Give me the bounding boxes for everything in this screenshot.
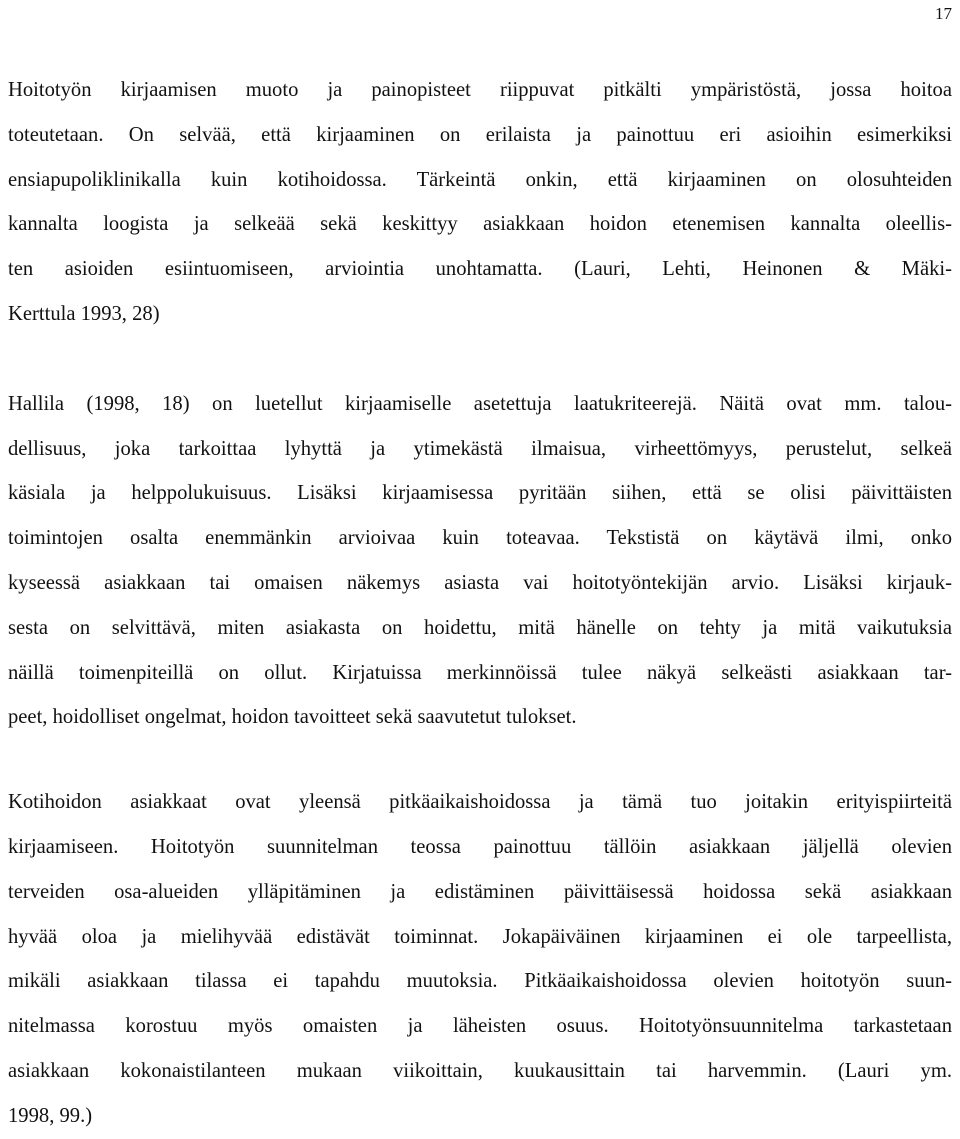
text-line: kannalta loogista ja selkeää sekä keskittyy asiakkaan hoidon etenemisen kannalta oleellis-: [8, 213, 952, 236]
text-line: mikäli asiakkaan tilassa ei tapahdu muutoksia. Pitkäaikaishoidossa olevien hoitotyön suun-: [8, 970, 952, 993]
document-body: [8, 68, 952, 1139]
text-line: nitelmassa korostuu myös omaisten ja läheisten osuus. Hoitotyönsuunnitelma tarkastetaan: [8, 1015, 952, 1038]
text-line: sesta on selvittävä, miten asiakasta on hoidettu, mitä hänelle on tehty ja mitä vaikutuksia: [8, 616, 952, 639]
text-line: toimintojen osalta enemmänkin arvioivaa kuin toteavaa. Tekstistä on käytävä ilmi, onko: [8, 527, 952, 550]
text-line: 1998, 99.): [8, 1104, 93, 1127]
text-line: Kotihoidon asiakkaat ovat yleensä pitkäaikaishoidossa ja tämä tuo joitakin erityispiirteitä: [8, 791, 952, 814]
text-line: ten asioiden esiintuomiseen, arviointia unohtamatta. (Lauri, Lehti, Heinonen & Mäki-: [8, 258, 952, 281]
text-line: dellisuus, joka tarkoittaa lyhyttä ja ytimekästä ilmaisua, virheettömyys, perustelut, selkeä: [8, 437, 952, 460]
text-line: kirjaamiseen. Hoitotyön suunnitelman teossa painottuu tällöin asiakkaan jäljellä olevien: [8, 835, 952, 858]
text-line: terveiden osa-alueiden ylläpitäminen ja edistäminen päivittäisessä hoidossa sekä asiakkaan: [8, 880, 952, 903]
text-line: toteutetaan. On selvää, että kirjaaminen on erilaista ja painottuu eri asioihin esimerkiksi: [8, 123, 952, 146]
text-line: käsiala ja helppolukuisuus. Lisäksi kirjaamisessa pyritään siihen, että se olisi päivittäisten: [8, 482, 952, 505]
text-line: ensiapupoliklinikalla kuin kotihoidossa. Tärkeintä onkin, että kirjaaminen on olosuhteiden: [8, 168, 952, 191]
paragraph: [8, 68, 952, 337]
paragraph: [8, 780, 952, 1138]
text-line: asiakkaan kokonaistilanteen mukaan viikoittain, kuukausittain tai harvemmin. (Lauri ym.: [8, 1059, 952, 1082]
text-line: hyvää oloa ja mielihyvää edistävät toiminnat. Jokapäiväinen kirjaaminen ei ole tarpeellista,: [8, 925, 952, 948]
page-number: 17: [935, 4, 952, 23]
text-line: Hallila (1998, 18) on luetellut kirjaamiselle asetettuja laatukriteerejä. Näitä ovat mm. talou-: [8, 392, 952, 415]
paragraph: [8, 382, 952, 740]
text-line: peet, hoidolliset ongelmat, hoidon tavoitteet sekä saavutetut tulokset.: [8, 706, 577, 729]
text-line: kyseessä asiakkaan tai omaisen näkemys asiasta vai hoitotyöntekijän arvio. Lisäksi kirjauk-: [8, 571, 952, 594]
text-line: Kerttula 1993, 28): [8, 302, 160, 325]
text-line: Hoitotyön kirjaamisen muoto ja painopisteet riippuvat pitkälti ympäristöstä, jossa hoitoa: [8, 79, 952, 101]
text-line: näillä toimenpiteillä on ollut. Kirjatuissa merkinnöissä tulee näkyä selkeästi asiakkaan tar-: [8, 661, 952, 684]
